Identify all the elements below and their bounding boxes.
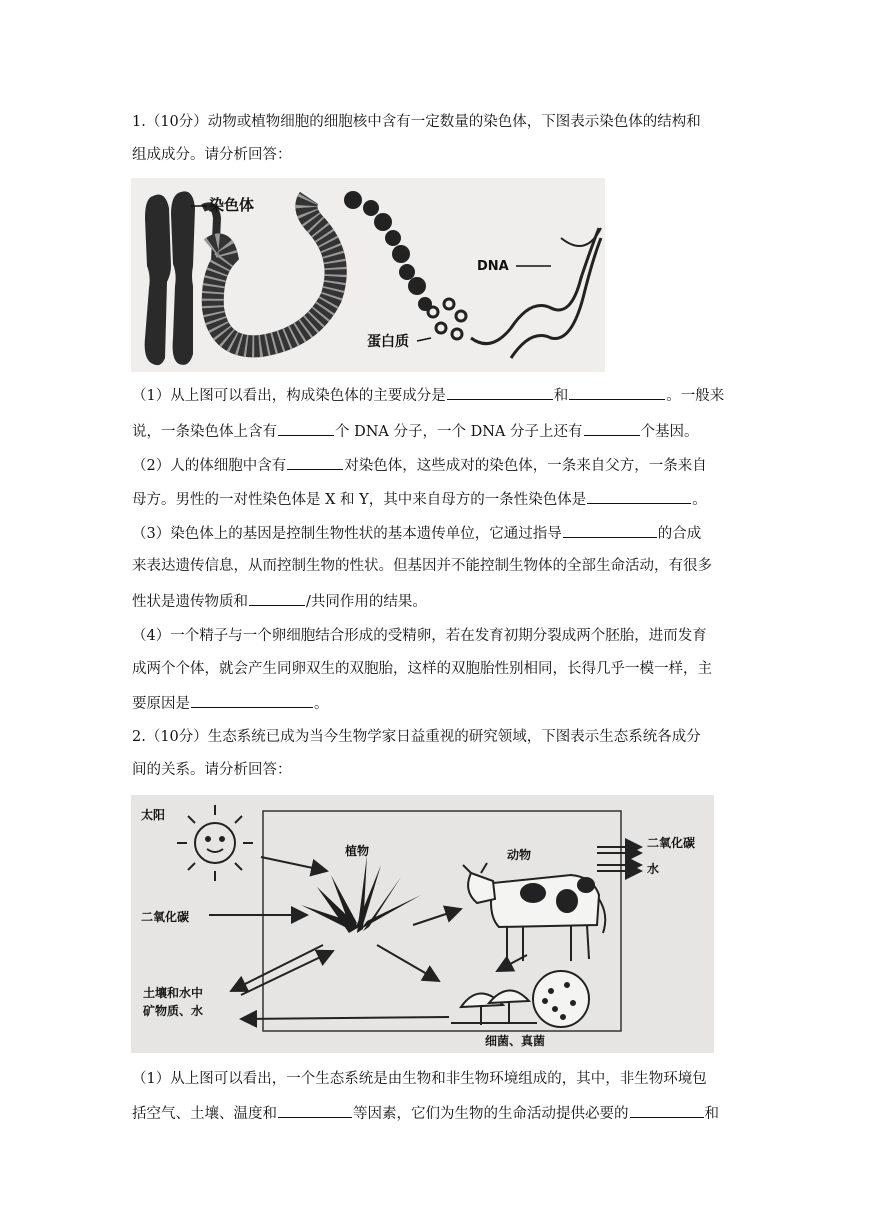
bacteria-icon [533,971,589,1027]
q1-part3-line3: 性状是遗传物质和 /共同作用的结果。 [132,590,738,612]
answer-blank[interactable] [249,590,305,606]
answer-blank[interactable] [447,384,553,400]
label-water: 水 [647,862,660,876]
q1-part2-line1: （2）人的体细胞中含有 对染色体，这些成对的染色体，一条来自父方，一条来自 [132,454,738,476]
answer-blank[interactable] [630,1102,704,1118]
label-co2-right: 二氧化碳 [647,836,696,850]
coiled-fiber [211,198,336,346]
q1-part2-line2: 母方。男性的一对性染色体是 X 和 Y，其中来自母方的一条性染色体是 。 [132,488,738,510]
q1-intro-line1: 1.（10分）动物或植物细胞的细胞核中含有一定数量的染色体，下图表示染色体的结构和 [132,114,701,130]
label-protein: 蛋白质 [367,334,409,350]
answer-blank[interactable] [584,420,640,436]
q2-part1-line2: 括空气、土壤、温度和 等因素，它们为生物的生命活动提供必要的 和 [132,1102,738,1124]
chromosome-diagram [131,178,605,372]
label-dna: DNA [477,259,509,274]
ecosystem-diagram [131,795,714,1053]
q2-intro-line2: 间的关系。请分析回答： [132,762,292,778]
q1-part1-line2: 说，一条染色体上含有 个 DNA 分子，一个 DNA 分子上还有 个基因。 [132,420,738,442]
answer-blank[interactable] [287,454,343,470]
label-animal: 动物 [507,848,532,862]
fungi-icon [451,990,537,1025]
q1-part4-line2: 成两个个体，就会产生同卵双生的双胞胎，这样的双胞胎性别相同，长得几乎一模一样，主 [132,661,712,677]
answer-blank[interactable] [569,384,665,400]
label-sun: 太阳 [141,808,166,822]
q1-intro-line2: 组成成分。请分析回答： [132,147,292,163]
q1-part3-line2: 来表达遗传信息，从而控制生物的性状。但基因并不能控制生物体的全部生命活动，有很多 [132,558,712,574]
answer-blank[interactable] [587,488,691,504]
label-soil-2: 矿物质、水 [143,1004,204,1018]
ecosystem-figure [131,795,714,1053]
answer-blank[interactable] [563,522,657,538]
answer-blank[interactable] [278,1102,352,1118]
label-soil-1: 土壤和水中 [143,986,204,1000]
label-plant: 植物 [345,844,370,858]
nucleosome-beads [344,191,432,311]
plant-icon [301,855,421,933]
answer-blank[interactable] [278,420,334,436]
chromosome-structure-figure [131,178,605,372]
cow-icon [463,863,605,961]
q1-part3-line1: （3）染色体上的基因是控制生物性状的基本遗传单位，它通过指导 的合成 [132,522,738,544]
q1-part4-line3: 要原因是 。 [132,692,738,714]
label-microbes: 细菌、真菌 [485,1034,546,1048]
q1-part1-line1: （1）从上图可以看出，构成染色体的主要成分是 和 。一般来 [132,384,738,406]
q2-part1-line1: （1）从上图可以看出，一个生态系统是由生物和非生物环境组成的，其中，非生物环境包 [132,1071,707,1087]
q2-intro-line1: 2.（10分）生态系统已成为当今生物学家日益重视的研究领域，下图表示生态系统各成分 [132,729,701,745]
label-chromosome: 染色体 [209,196,255,214]
label-co2-left: 二氧化碳 [141,910,190,924]
sun-icon [177,805,253,881]
answer-blank[interactable] [191,692,313,708]
q1-part4-line1: （4）一个精子与一个卵细胞结合形成的受精卵，若在发育初期分裂成两个胚胎，进而发育 [132,628,707,644]
